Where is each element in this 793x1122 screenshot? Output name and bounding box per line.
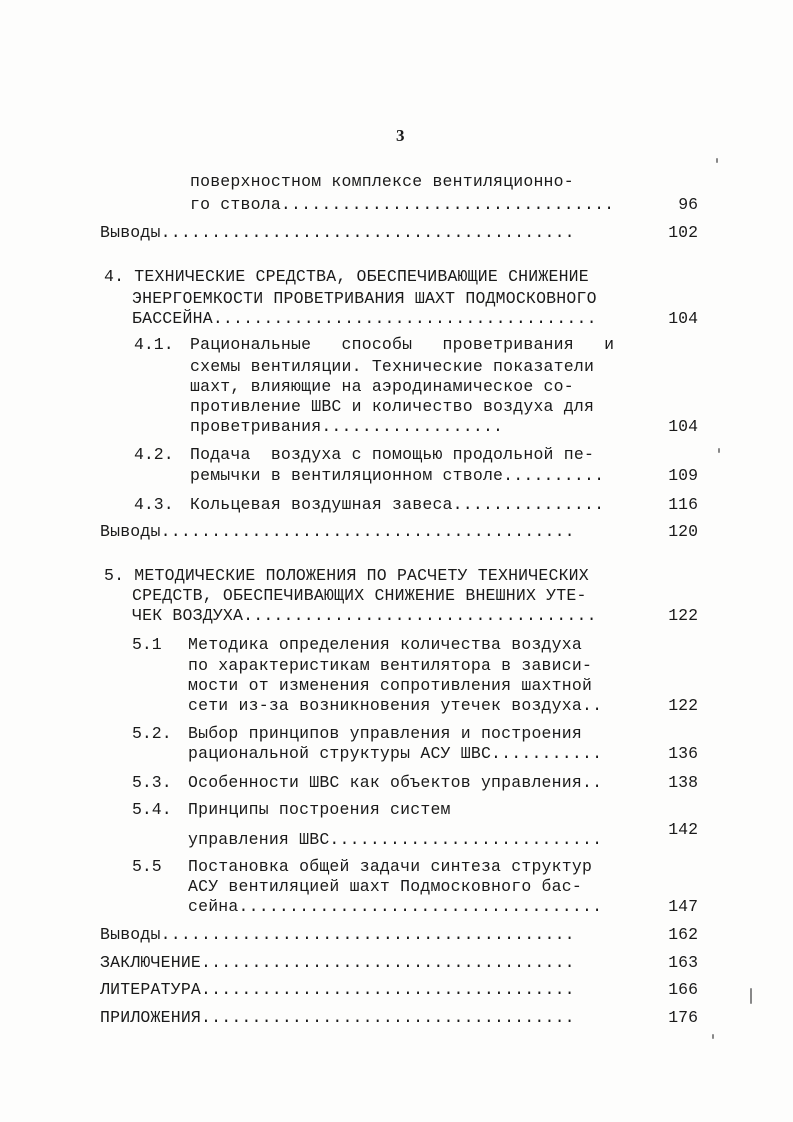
toc-line: шахт, влияющие на аэродинамическое со-	[190, 377, 574, 396]
toc-line: схемы вентиляции. Технические показатели	[190, 357, 595, 376]
toc-page-ref: 176	[668, 1008, 698, 1027]
toc-line: Постановка общей задачи синтеза структур	[188, 857, 593, 876]
chapter-heading: БАССЕЙНА......................................	[132, 309, 597, 328]
scan-speck	[716, 158, 718, 163]
chapter-heading: ЧЕК ВОЗДУХА...................................	[132, 606, 597, 625]
toc-line: Выводы.........................................	[100, 925, 575, 944]
toc-line: го ствола.................................	[190, 195, 615, 214]
toc-line: ремычки в вентиляционном стволе..........	[190, 466, 605, 485]
toc-line: Подача воздуха с помощью продольной пе-	[190, 445, 595, 464]
chapter-heading: СРЕДСТВ, ОБЕСПЕЧИВАЮЩИХ СНИЖЕНИЕ ВНЕШНИХ УТЕ-	[132, 586, 587, 605]
toc-line: АСУ вентиляцией шахт Подмосковного бас-	[188, 877, 582, 896]
toc-page-ref: 166	[668, 980, 698, 999]
toc-line: Выводы.........................................	[100, 223, 575, 242]
section-number: 5.5	[132, 857, 162, 876]
chapter-heading: 5. МЕТОДИЧЕСКИЕ ПОЛОЖЕНИЯ ПО РАСЧЕТУ ТЕХНИЧЕСКИХ	[104, 566, 589, 585]
section-number: 4.1.	[134, 335, 174, 354]
toc-line: противление ШВС и количество воздуха для	[190, 397, 595, 416]
toc-page-ref: 122	[668, 696, 698, 715]
toc-page-ref: 104	[668, 309, 698, 328]
section-number: 5.1	[132, 635, 162, 654]
section-number: 5.3.	[132, 773, 172, 792]
toc-line: сейна....................................	[188, 897, 603, 916]
toc-line: ЛИТЕРАТУРА.....................................	[100, 980, 575, 999]
toc-line: сети из-за возникновения утечек воздуха..	[188, 696, 603, 715]
toc-page-ref: 136	[668, 744, 698, 763]
toc-page-ref: 102	[668, 223, 698, 242]
toc-line: Выбор принципов управления и построения	[188, 724, 582, 743]
toc-page-ref: 163	[668, 953, 698, 972]
toc-page-ref: 116	[668, 495, 698, 514]
section-number: 4.3.	[134, 495, 174, 514]
toc-page-ref: 138	[668, 773, 698, 792]
toc-line: Особенности ШВС как объектов управления..	[188, 773, 603, 792]
chapter-heading: ЭНЕРГОЕМКОСТИ ПРОВЕТРИВАНИЯ ШАХТ ПОДМОСКОВНОГО	[132, 289, 597, 308]
toc-line: ЗАКЛЮЧЕНИЕ.....................................	[100, 953, 575, 972]
section-number: 5.4.	[132, 800, 172, 819]
toc-line: управления ШВС...........................	[188, 830, 603, 849]
section-number: 5.2.	[132, 724, 172, 743]
toc-line: Методика определения количества воздуха	[188, 635, 582, 654]
toc-line: Рациональные способы проветривания и	[190, 335, 615, 354]
toc-line: Кольцевая воздушная завеса...............	[190, 495, 605, 514]
chapter-heading: 4. ТЕХНИЧЕСКИЕ СРЕДСТВА, ОБЕСПЕЧИВАЮЩИЕ СНИЖЕНИЕ	[104, 267, 589, 286]
section-number: 4.2.	[134, 445, 174, 464]
toc-line: по характеристикам вентилятора в зависи-	[188, 656, 593, 675]
toc-line: рациональной структуры АСУ ШВС...........	[188, 744, 603, 763]
toc-page-ref: 162	[668, 925, 698, 944]
toc-line: ПРИЛОЖЕНИЯ.....................................	[100, 1008, 575, 1027]
toc-line: поверхностном комплексе вентиляционно-	[190, 172, 574, 191]
toc-page-ref: 122	[668, 606, 698, 625]
toc-page-ref: 104	[668, 417, 698, 436]
toc-line: Принципы построения систем	[188, 800, 451, 819]
toc-page-ref: 142	[668, 820, 698, 839]
toc-line: Выводы.........................................	[100, 522, 575, 541]
scan-speck	[712, 1034, 714, 1039]
toc-page-ref: 109	[668, 466, 698, 485]
toc-page-ref: 96	[678, 195, 698, 214]
toc-page-ref: 147	[668, 897, 698, 916]
toc-line: мости от изменения сопротивления шахтной	[188, 676, 593, 695]
page-number: 3	[396, 126, 405, 145]
toc-line: проветривания..................	[190, 417, 504, 436]
toc-page-ref: 120	[668, 522, 698, 541]
scan-speck	[718, 448, 720, 453]
scan-speck	[750, 988, 752, 1004]
